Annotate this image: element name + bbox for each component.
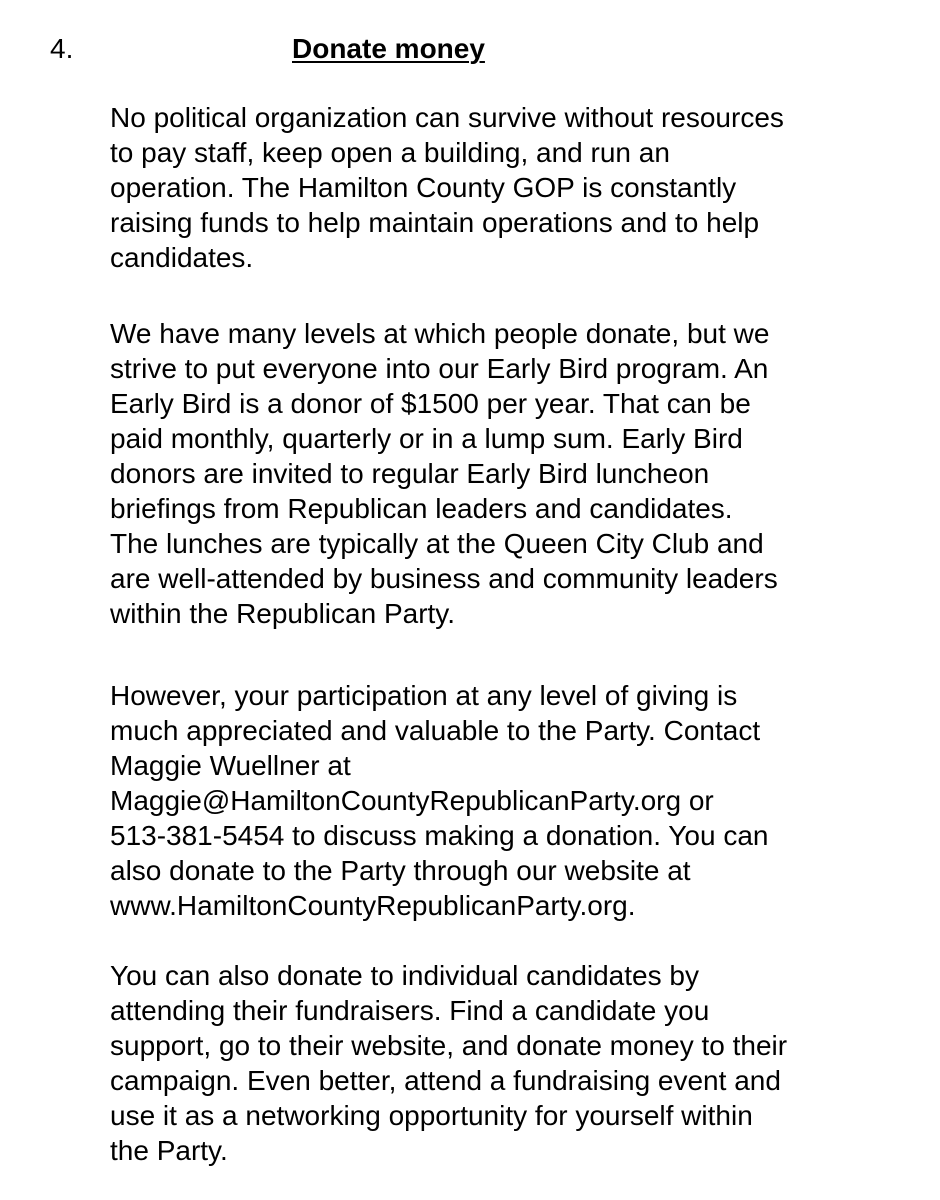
text-line: strive to put everyone into our Early Bird program. An [110,353,769,384]
text-line: use it as a networking opportunity for yourself within [110,1100,753,1131]
contact-email-line: Maggie@HamiltonCountyRepublicanParty.org or [110,785,714,816]
text-line: You can also donate to individual candidates by [110,960,699,991]
text-line: to pay staff, keep open a building, and run an [110,137,670,168]
text-line: However, your participation at any level of giving is [110,680,738,711]
text-line: donors are invited to regular Early Bird luncheon [110,458,710,489]
text-line: are well-attended by business and community leaders [110,563,778,594]
website-line: www.HamiltonCountyRepublicanParty.org. [110,890,636,921]
text-line: attending their fundraisers. Find a candidate you [110,995,710,1026]
text-line: also donate to the Party through our website at [110,855,691,886]
text-line: the Party. [110,1135,228,1166]
paragraph-contact [110,678,910,923]
text-line: campaign. Even better, attend a fundraising event and [110,1065,781,1096]
contact-phone-line: 513-381-5454 to discuss making a donation. You can [110,820,769,851]
text-line: The lunches are typically at the Queen City Club and [110,528,764,559]
paragraph-resources [110,100,910,275]
text-line: operation. The Hamilton County GOP is constantly [110,172,737,203]
text-line: much appreciated and valuable to the Party. Contact [110,715,761,746]
text-line: briefings from Republican leaders and candidates. [110,493,733,524]
section-title: Donate money [292,33,485,64]
text-line: No political organization can survive without resources [110,102,784,133]
paragraph-candidates [110,958,910,1168]
text-line: paid monthly, quarterly or in a lump sum. Early Bird [110,423,743,454]
text-line: Maggie Wuellner at [110,750,351,781]
text-line: within the Republican Party. [110,598,455,629]
text-line: We have many levels at which people donate, but we [110,318,770,349]
text-line: support, go to their website, and donate money to their [110,1030,788,1061]
text-line: Early Bird is a donor of $1500 per year. That can be [110,388,751,419]
paragraph-early-bird [110,316,910,631]
text-line: candidates. [110,242,254,273]
section-number: 4. [50,33,74,64]
text-line: raising funds to help maintain operations and to help [110,207,760,238]
